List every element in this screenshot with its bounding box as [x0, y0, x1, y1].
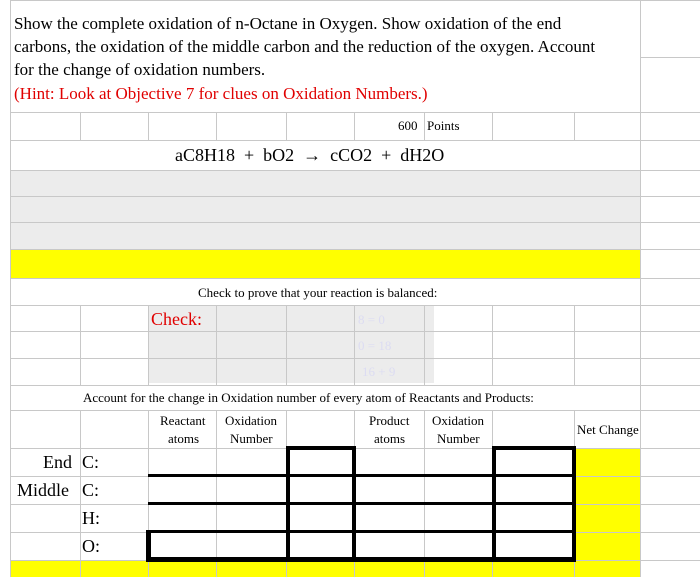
header-ox1-1: Oxidation — [225, 413, 277, 428]
faint-check-2: 0 = 18 — [358, 338, 392, 353]
input-o-reactant[interactable] — [152, 533, 215, 557]
faint-check-1: 8 = 0 — [358, 312, 385, 327]
question-line-1: Show the complete oxidation of n-Octane in Oxygen. Show oxidation of the end — [14, 14, 562, 33]
check-label: Check: — [151, 309, 202, 329]
row-atom-h: H: — [82, 508, 100, 528]
balance-prompt: Check to prove that your reaction is balanced: — [198, 285, 438, 300]
faint-check-3: 16 + 9 — [362, 364, 396, 379]
input-h-reactant[interactable] — [150, 505, 215, 530]
header-ox2-2: Number — [437, 431, 480, 446]
question-line-2: carbons, the oxidation of the middle carbon and the reduction of the oxygen. Account — [14, 37, 596, 56]
net-change-cells[interactable] — [576, 449, 640, 559]
header-product-2: atoms — [374, 431, 406, 446]
row-label-end: End — [43, 452, 72, 472]
gray-answer-band — [10, 170, 640, 249]
reaction-equation: aC8H18 + bO2 → cCO2 + dH2O — [175, 145, 445, 165]
points-value: 600 — [398, 118, 418, 133]
row-label-middle: Middle — [17, 480, 69, 500]
header-ox1-2: Number — [230, 431, 273, 446]
input-end-c-reactant[interactable] — [150, 449, 215, 474]
yellow-band-bottom — [10, 560, 640, 577]
row-atom-end-c: C: — [82, 452, 100, 472]
thick-line-left — [146, 530, 151, 562]
header-net-change: Net Change — [577, 422, 639, 437]
row-atom-o: O: — [82, 536, 100, 556]
header-product-1: Product — [369, 413, 410, 428]
input-middle-c-reactant[interactable] — [150, 477, 215, 502]
header-reactant-2: atoms — [168, 431, 200, 446]
hint-text: (Hint: Look at Objective 7 for clues on Oxidation Numbers.) — [14, 84, 428, 103]
header-ox2-1: Oxidation — [432, 413, 484, 428]
header-reactant-1: Reactant — [160, 413, 206, 428]
row-atom-middle-c: C: — [82, 480, 100, 500]
question-line-3: for the change of oxidation numbers. — [14, 60, 266, 79]
account-title: Account for the change in Oxidation number of every atom of Reactants and Products: — [83, 390, 534, 405]
thick-line-bottom — [146, 557, 576, 562]
yellow-band-top — [10, 250, 640, 278]
points-label: Points — [427, 118, 460, 133]
